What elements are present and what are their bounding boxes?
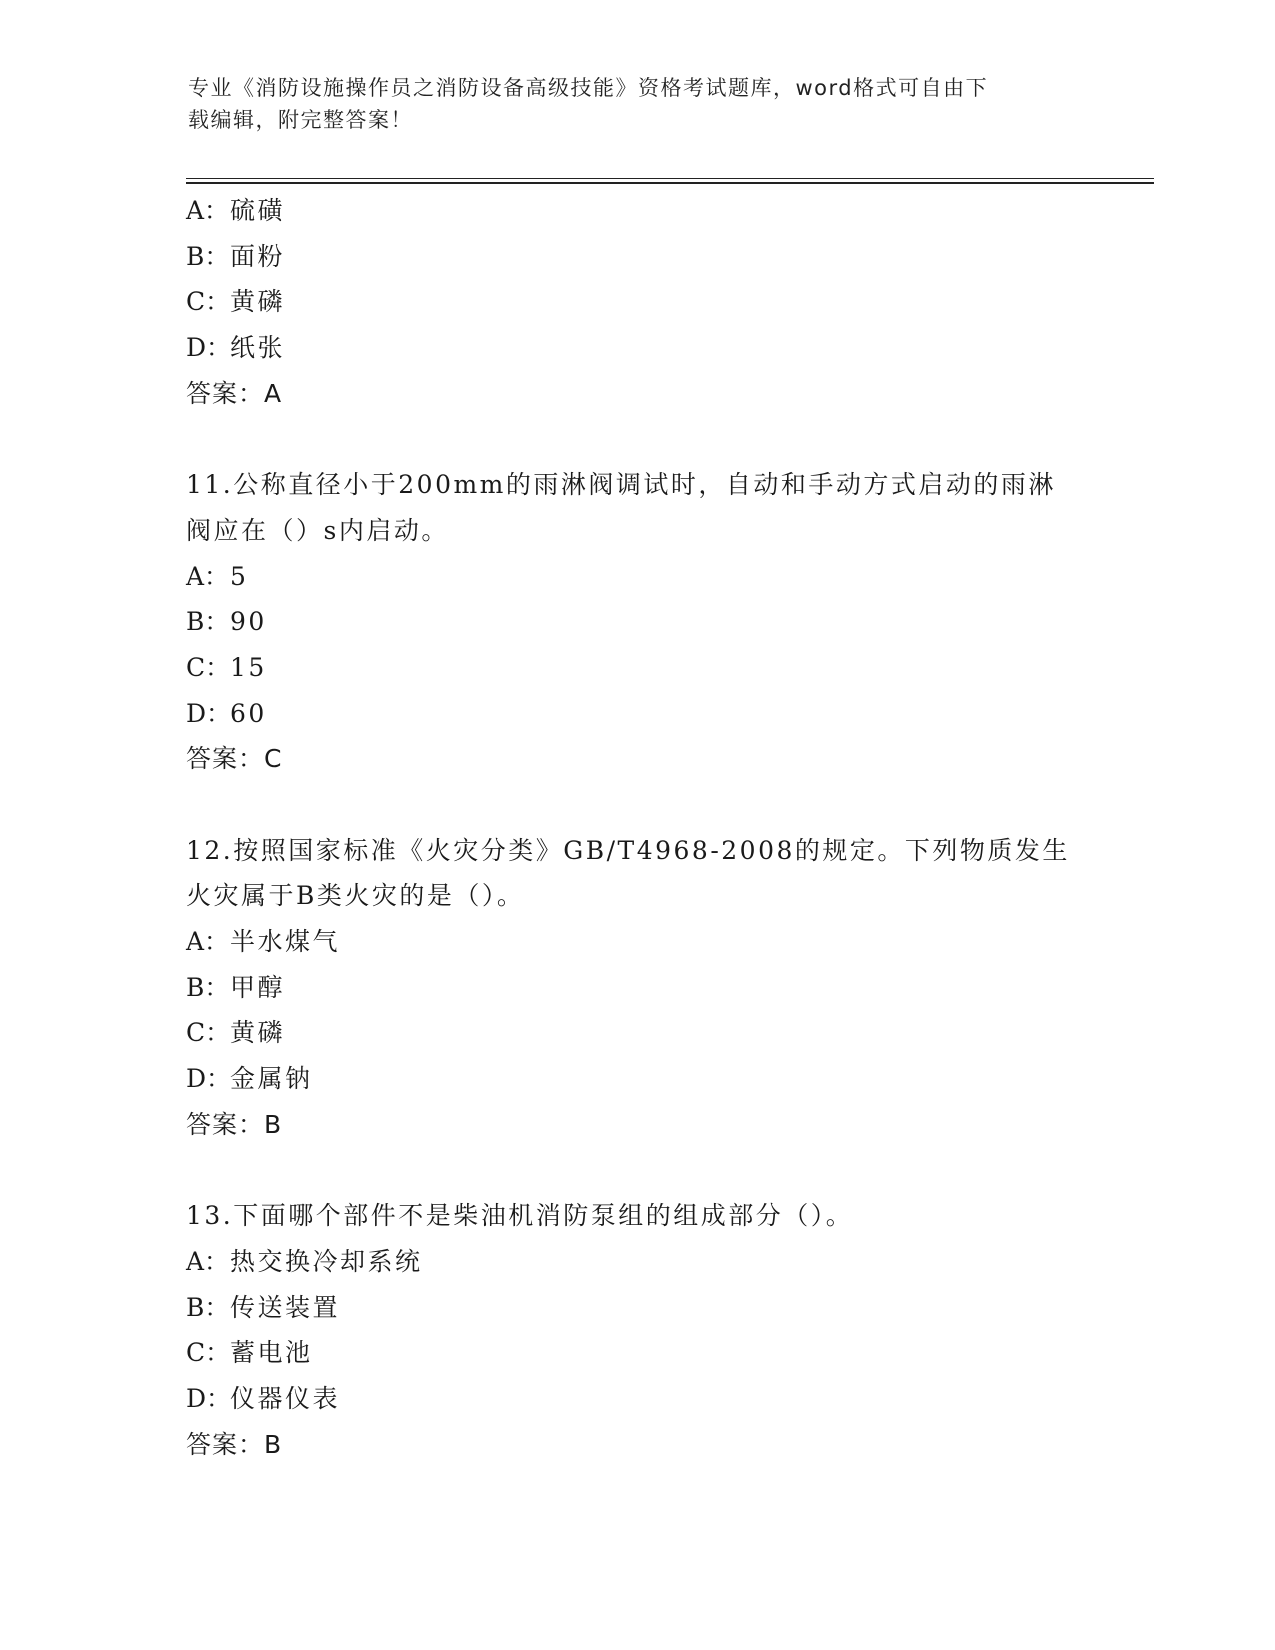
- question-block: [186, 828, 1086, 1148]
- option-text: 面粉: [230, 241, 286, 271]
- answer-text: 答案：A: [186, 378, 283, 408]
- document-header: [188, 72, 1068, 136]
- option-text: 硫磺: [230, 196, 286, 225]
- option-letter: A：: [186, 927, 230, 956]
- option-text: 蓄电池: [230, 1338, 313, 1368]
- option-letter: A：: [186, 561, 230, 591]
- answer-text: 答案：B: [186, 1109, 283, 1139]
- question-block: [186, 1193, 1086, 1467]
- option-item: [186, 645, 1086, 691]
- answer-text: 答案：C: [186, 744, 283, 774]
- option-letter: D：: [186, 1064, 232, 1094]
- option-item: [186, 919, 1086, 965]
- option-item: [186, 691, 1086, 737]
- question-text: 12.按照国家标准《火灾分类》GB/T4968-2008的规定。下列物质发生: [186, 835, 1070, 865]
- option-item: [186, 1010, 1086, 1056]
- header-line-1: 专业《消防设施操作员之消防设备高级技能》资格考试题库，word格式可自由下: [188, 76, 989, 100]
- option-item: [186, 188, 1086, 234]
- option-letter: C：: [186, 652, 231, 682]
- option-text: 60: [230, 698, 267, 728]
- header-divider-thin: [186, 178, 1154, 179]
- option-item: [186, 599, 1086, 645]
- option-text: 热交换冷却系统: [230, 1246, 423, 1276]
- option-letter: B：: [186, 1292, 230, 1322]
- option-letter: A：: [186, 1246, 230, 1276]
- option-letter: C：: [186, 1018, 231, 1048]
- question-list: [186, 188, 1086, 1467]
- option-item: [186, 234, 1086, 280]
- option-item: [186, 554, 1086, 600]
- header-line-2: 载编辑，附完整答案！: [188, 108, 413, 132]
- option-text: 仪器仪表: [230, 1383, 341, 1413]
- option-item: [186, 1330, 1086, 1376]
- option-item: [186, 1376, 1086, 1422]
- block-spacer: [186, 1147, 1086, 1193]
- answer-text: 答案：B: [186, 1429, 283, 1459]
- option-text: 黄磷: [230, 1018, 286, 1048]
- option-text: 传送装置: [230, 1292, 341, 1322]
- option-letter: D：: [186, 698, 232, 728]
- question-text: 13.下面哪个部件不是柴油机消防泵组的组成部分（）。: [186, 1201, 854, 1231]
- option-text: 黄磷: [230, 287, 286, 317]
- option-item: [186, 1239, 1086, 1285]
- option-item: [186, 965, 1086, 1011]
- option-letter: C：: [186, 1338, 231, 1368]
- option-letter: B：: [186, 241, 230, 271]
- option-text: 半水煤气: [230, 927, 341, 956]
- option-letter: D：: [186, 1383, 232, 1413]
- option-item: [186, 325, 1086, 371]
- option-text: 90: [230, 607, 267, 637]
- option-letter: B：: [186, 972, 230, 1002]
- question-block: [186, 188, 1086, 416]
- option-letter: D：: [186, 333, 232, 363]
- option-text: 纸张: [230, 333, 286, 363]
- option-text: 5: [230, 561, 249, 591]
- option-item: [186, 1285, 1086, 1331]
- option-item: [186, 1056, 1086, 1102]
- option-text: 金属钠: [230, 1064, 313, 1094]
- block-spacer: [186, 416, 1086, 462]
- option-item: [186, 279, 1086, 325]
- option-letter: B：: [186, 607, 230, 637]
- question-block: [186, 462, 1086, 782]
- option-letter: C：: [186, 287, 231, 317]
- question-text: 阀应在（）s内启动。: [186, 515, 449, 545]
- option-text: 甲醇: [230, 972, 286, 1002]
- question-text: 火灾属于B类火灾的是（）。: [186, 881, 525, 911]
- block-spacer: [186, 782, 1086, 828]
- option-letter: A：: [186, 196, 230, 225]
- question-text: 11.公称直径小于200mm的雨淋阀调试时，自动和手动方式启动的雨淋: [186, 470, 1056, 500]
- option-text: 15: [230, 652, 267, 682]
- header-divider-thick: [186, 182, 1154, 184]
